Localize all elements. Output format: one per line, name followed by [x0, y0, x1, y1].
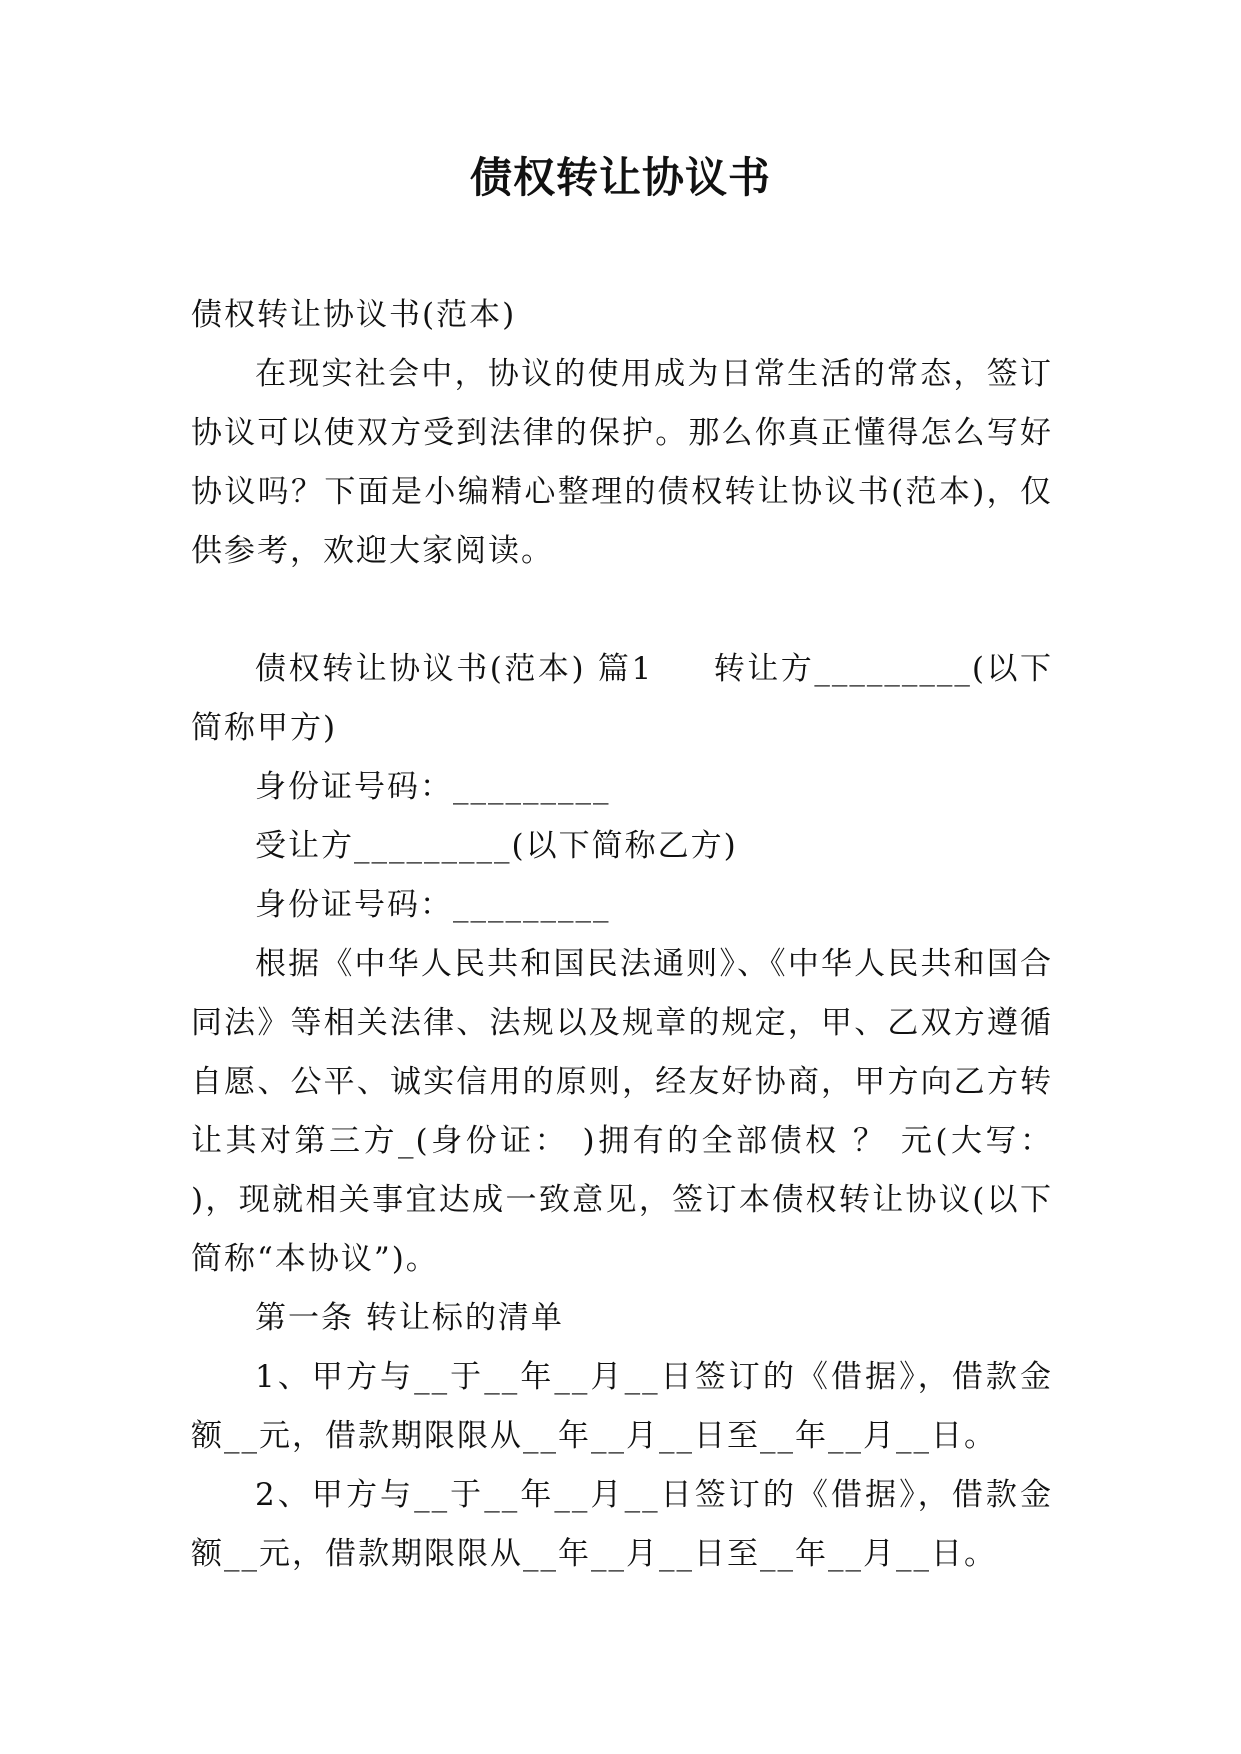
transferor-paragraph	[191, 640, 1053, 758]
list-item-2: 2、甲方与__于__年__月__日签订的《借据》，借款金额__元，借款期限限从__年__月__日至__年__月__日。	[191, 1477, 1053, 1572]
document-title: 债权转让协议书	[469, 153, 771, 202]
intro-paragraph: 在现实社会中，协议的使用成为日常生活的常态，签订协议可以使双方受到法律的保护。那么你真正懂得怎么写好协议吗？下面是小编精心整理的债权转让协议书(范本)，仅供参考，欢迎大家阅读。	[191, 356, 1053, 569]
list-item-1: 1、甲方与__于__年__月__日签订的《借据》，借款金额__元，借款期限限从__年__月__日至__年__月__日。	[191, 1359, 1053, 1454]
transferee-line: 受让方_________(以下简称乙方)	[255, 828, 738, 864]
paragraph-spacer	[191, 581, 1053, 640]
document-subtitle: 债权转让协议书(范本)	[191, 297, 517, 333]
transferor-id-line: 身份证号码：_________	[255, 769, 611, 805]
transferee-id-line: 身份证号码：_________	[255, 887, 611, 923]
section-heading: 债权转让协议书(范本) 篇1	[255, 651, 654, 687]
article-1-heading: 第一条 转让标的清单	[255, 1300, 564, 1336]
transferor-line: 转让方_________(以下简称甲方)	[191, 651, 1054, 746]
basis-paragraph: 根据《中华人民共和国民法通则》、《中华人民共和国合同法》等相关法律、法规以及规章的规定，甲、乙双方遵循自愿、公平、诚实信用的原则，经友好协商，甲方向乙方转让其对第三方_(身份证： )拥有的全部债权 ？ 元(大写： )，现就相关事宜达成一致意见，签订本债权转让协议(以下简称“本协议”)。	[191, 946, 1053, 1277]
document-body	[191, 286, 1053, 1584]
